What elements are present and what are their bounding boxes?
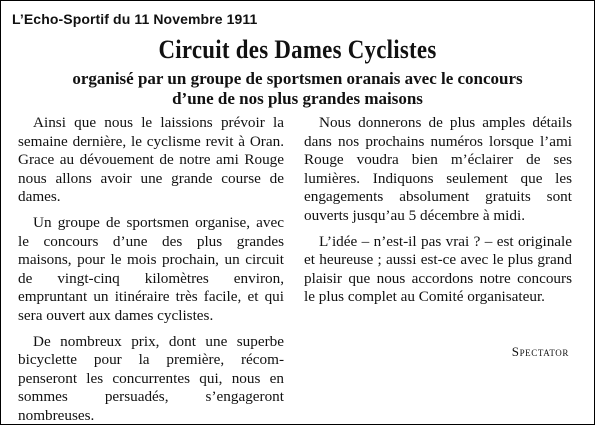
author-signature: Spectator [511,344,569,359]
article-subtitle: organisé par un groupe de sportsmen oranais avec le concours d’une de nos plus grandes maisons [72,69,523,108]
paragraph: Nous donnerons de plus amples détails dans nos prochains numéros lorsque l’ami Rouge voudra bien m’éclairer de ses lumières. Indiquons seulement que les engagements absolument gratuits sont ouverts jusqu’au 5 décembre à midi. [304,114,572,224]
paragraph: Un groupe de sportsmen organise, avec le concours d’une des plus grandes maisons, pour le mois prochain, un circuit de vingt-cinq kilomètres environ, empruntant un itinéraire très facile, et qui sera ouvert aux dames cyclistes. [18,213,284,324]
left-column [18,114,284,425]
paragraph: De nombreux prix, dont une superbe bicyclette pour la première, récompenseront les concurrentes qui, nous en sommes persuadés, s’engageront nombreuses. [18,332,284,424]
paragraph: L’idée – n’est-il pas vrai ? – est originale et heureuse ; aussi est-ce avec le plus grand plaisir que nous accordons notre concours le plus complet au Comité organisateur. [304,232,572,306]
paragraph: Ainsi que nous le laissions prévoir la semaine dernière, le cyclisme revit à Oran. Grace au dévouement de notre ami Rouge nous allons avoir une grande course de dames. [18,114,284,206]
right-column [304,114,572,314]
source-line: L’Echo-Sportif du 11 Novembre 1911 [12,11,258,27]
article-headline: Circuit des Dames Cyclistes [158,35,437,64]
